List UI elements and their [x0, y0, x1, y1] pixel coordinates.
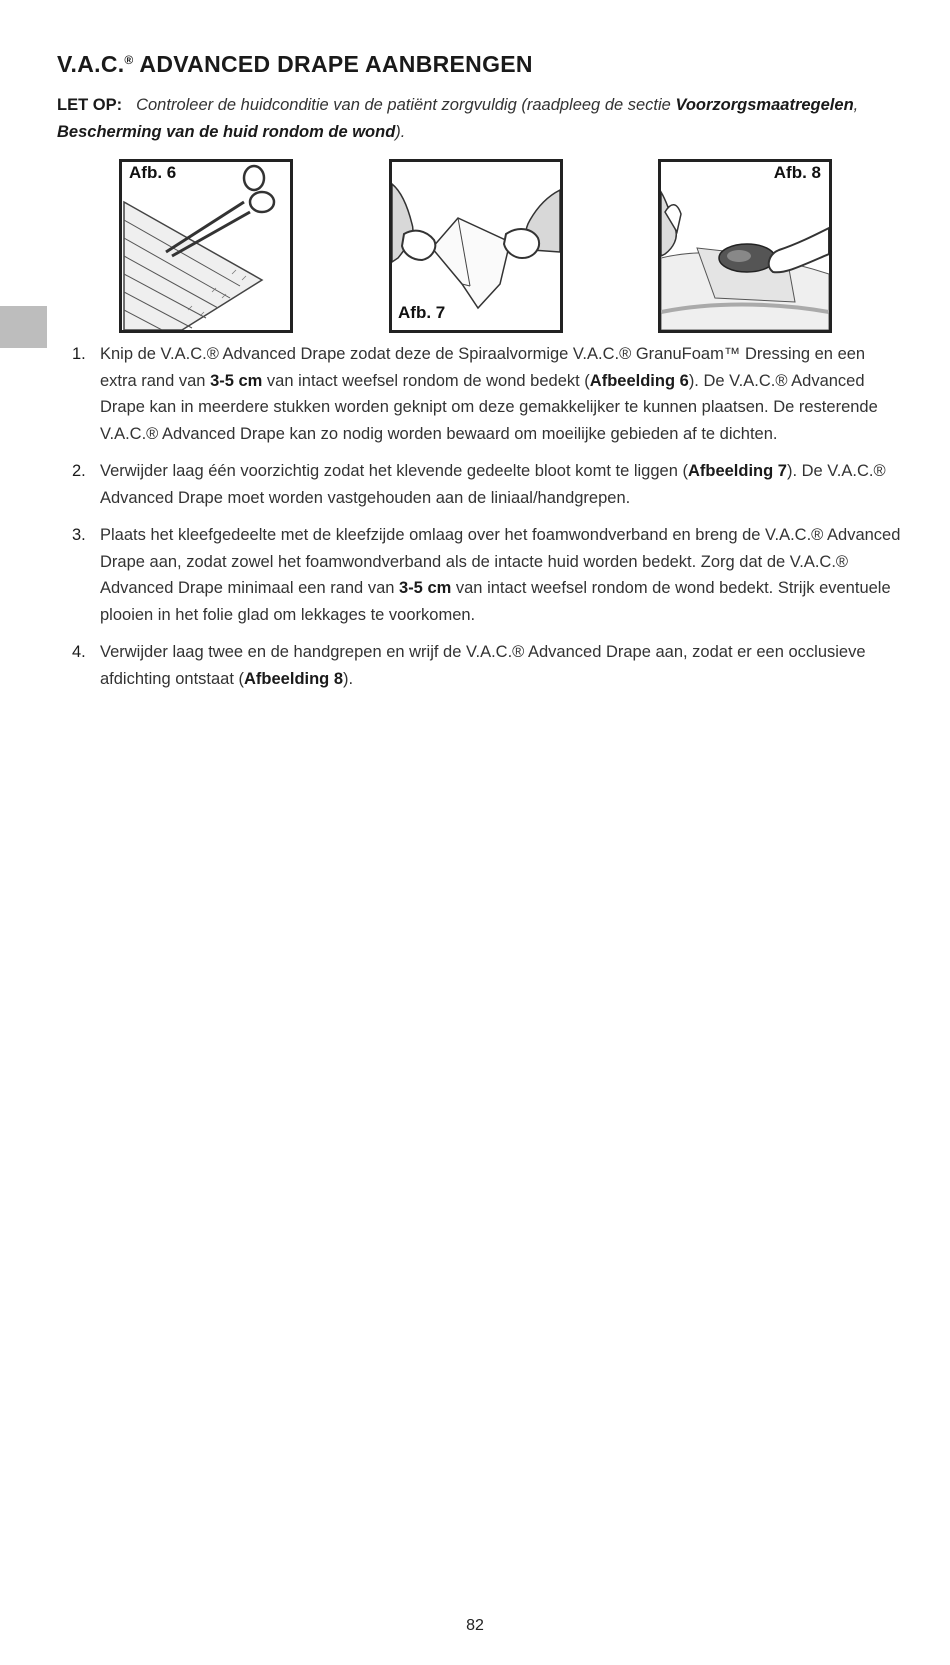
- figure-8: [658, 159, 832, 333]
- instruction-steps: [72, 341, 902, 703]
- figure-6-label: Afb. 6: [129, 163, 177, 182]
- step-number: 3.: [72, 526, 86, 544]
- step-item: 1. Knip de V.A.C.® Advanced Drape zodat deze de Spiraalvormige V.A.C.® GranuFoam™ Dressing en een extra rand van 3-5 cm van intact weefsel rondom de wond bedekt (Afbeelding 6). De V.A.C.® Advanced Drape kan in meerdere stukken worden geknipt om deze gemakkelijker te kunnen plaatsen. De resterende V.A.C.® Advanced Drape kan zo nodig worden bewaard om moeilijke gebieden af te dichten.: [72, 341, 902, 447]
- figure-7: [389, 159, 563, 333]
- drape-cutting-illustration: [122, 162, 290, 330]
- figure-7-label: Afb. 7: [398, 303, 446, 322]
- drape-applied-illustration: [661, 162, 829, 330]
- step-item: 3. Plaats het kleefgedeelte met de kleefzijde omlaag over het foamwondverband en breng de V.A.C.® Advanced Drape aan, zodat zowel het foamwondverband als de intacte huid worden bedekt. Zorg dat de V.A.C.® Advanced Drape minimaal een rand van 3-5 cm van intact weefsel rondom de wond bedekt. Strijk eventuele plooien in het folie glad om lekkages te voorkomen.: [72, 522, 902, 628]
- section-tab-marker: [0, 306, 47, 348]
- step-item: 2. Verwijder laag één voorzichtig zodat het klevende gedeelte bloot komt te liggen (Afbeelding 7). De V.A.C.® Advanced Drape moet worden vastgehouden aan de liniaal/handgrepen.: [72, 458, 902, 511]
- step-number: 1.: [72, 345, 86, 363]
- caution-label: LET OP:: [57, 96, 123, 114]
- step-number: 4.: [72, 643, 86, 661]
- figure-8-label: Afb. 8: [773, 163, 821, 182]
- caution-note: LET OP: Controleer de huidconditie van de patiënt zorgvuldig (raadpleeg de sectie Voorzorgsmaatregelen, Bescherming van de huid rondom de wond).: [57, 96, 859, 141]
- page-number: 82: [466, 1617, 484, 1634]
- step-item: 4. Verwijder laag twee en de handgrepen en wrijf de V.A.C.® Advanced Drape aan, zodat er een occlusieve afdichting ontstaat (Afbeelding 8).: [72, 639, 902, 692]
- page-title: V.A.C.® ADVANCED DRAPE AANBRENGEN: [57, 51, 533, 77]
- figure-6: [119, 159, 293, 333]
- step-number: 2.: [72, 462, 86, 480]
